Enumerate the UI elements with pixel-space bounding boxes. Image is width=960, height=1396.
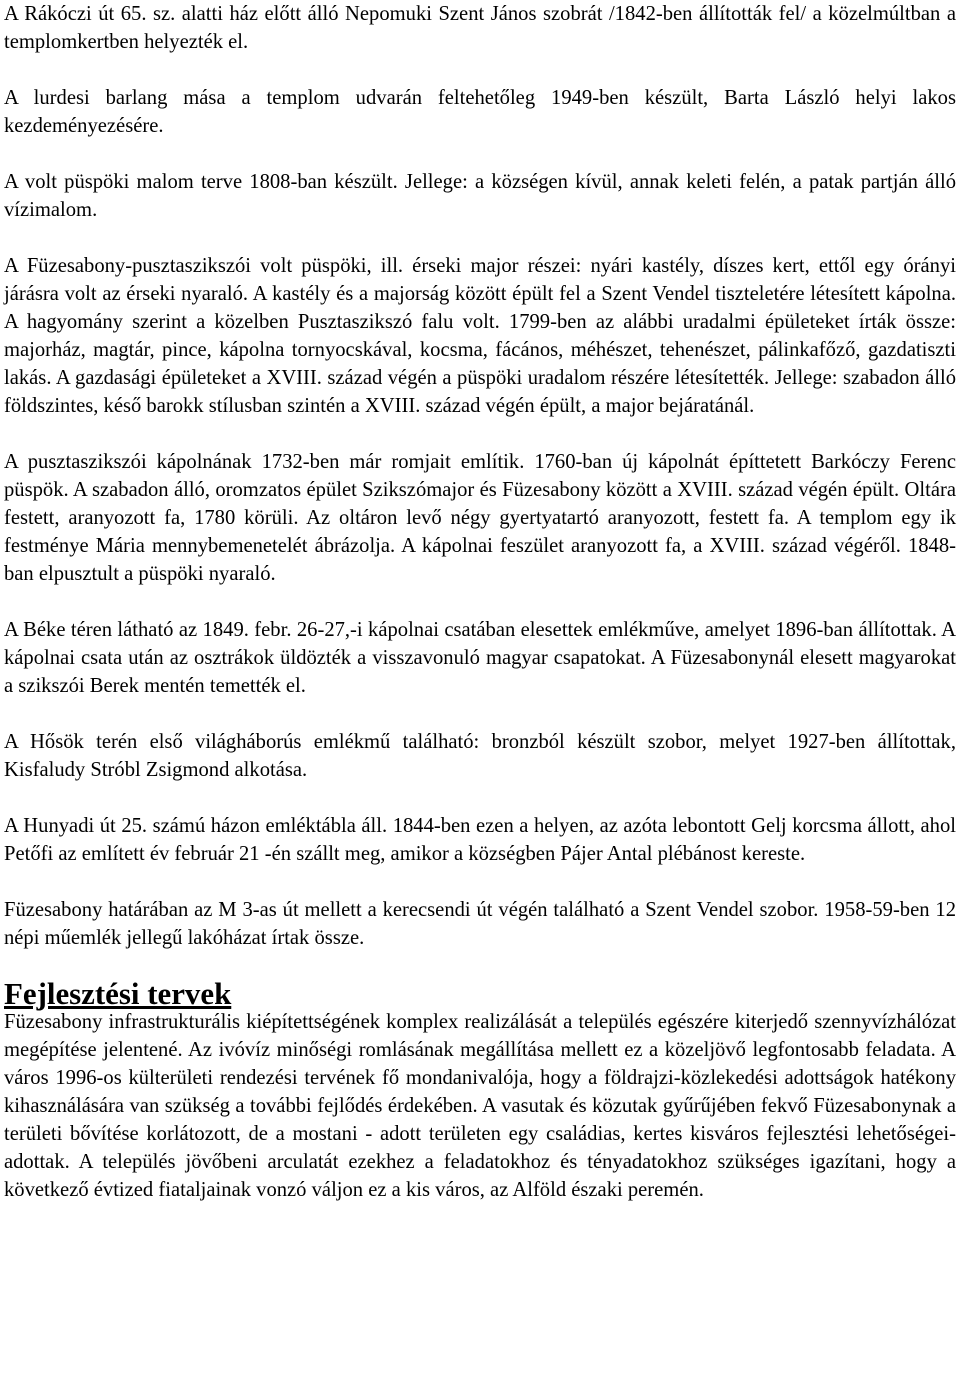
paragraph-nepomuki-statue: A Rákóczi út 65. sz. alatti ház előtt álló Nepomuki Szent János szobrát /1842-ben állították fel/ a közelmúltban a templomkertben helyezték el. — [4, 3, 956, 53]
paragraph-bishop-mill: A volt püspöki malom terve 1808-ban készült. Jellege: a községen kívül, annak keleti felén, a patak partján álló vízimalom. — [4, 171, 956, 221]
paragraph-chapel: A pusztaszikszói kápolnának 1732-ben már romjait említik. 1760-ban új kápolnát építtetett Barkóczy Ferenc püspök. A szabadon álló, oromzatos épület Szikszómajor és Füzesabony között a XVIII. század végén épült. Oltára festett, aranyozott fa, 1780 körüli. Az oltáron levő négy gyertyatartó aranyozott, festett fa. A templom egy ik festménye Mária mennybemenetelét ábrázolja. A kápolnai feszület aranyozott fa, a XVIII. század végéről. 1848-ban elpusztult a püspöki nyaraló. — [4, 451, 956, 585]
paragraph-hunyadi-plaque: A Hunyadi út 25. számú házon emléktábla áll. 1844-ben ezen a helyen, az azóta lebontott Gelj korcsma állott, ahol Petőfi az említett év február 21 -én szállt meg, amikor a községben Pájer Antal plébánost kereste. — [4, 815, 956, 865]
paragraph-beke-ter-memorial: A Béke téren látható az 1849. febr. 26-27,-i kápolnai csatában elesettek emlékműve, amelyet 1896-ban állítottak. A kápolnai csata után az osztrákok üldözték a visszavonuló magyar csapatokat. A Füzesabonynál elesett magyarokat a szikszói Berek mentén temették el. — [4, 619, 956, 697]
paragraph-lourdes-grotto: A lurdesi barlang mása a templom udvarán feltehetőleg 1949-ben készült, Barta László helyi lakos kezdeményezésére. — [4, 87, 956, 137]
document-page — [4, 0, 956, 1204]
paragraph-pusztasziksz-manor: A Füzesabony-pusztaszikszói volt püspöki, ill. érseki major részei: nyári kastély, díszes kert, ettől egy órányi járásra volt az érseki nyaraló. A kastély és a majorság között épült fel a Szent Vendel tiszteletére létesített kápolna. A hagyomány szerint a közelben Pusztaszikszó falu volt. 1799-ben az alábbi uradalmi épületeket írták össze: majorház, magtár, pince, kápolna tornyocskával, kocsma, fácános, méhészet, tehenészet, pálinkafőző, gazdatiszti lakás. A gazdasági épületeket a XVIII. század végén a püspöki uradalom részére létesítették. Jellege: szabadon álló földszintes, késő barokk stílusban szintén a XVIII. század végén épült, a major bejáratánál. — [4, 255, 956, 417]
paragraph-development-plans: Füzesabony infrastrukturális kiépítettségének komplex realizálását a település egészére kiterjedő szennyvízhálózat megépítése jelentené. Az ivóvíz minőségi romlásának megállítása mellett ez a közeljövő legfontosabb feladata. A város 1996-os külterületi rendezési tervének fő mondanivalója, hogy a földrajzi-közlekedési adottságok hatékony kihasználására van szükség a további fejlődés érdekében. A vasutak és közutak gyűrűjében fekvő Füzesabonynak a területi bővítése korlátozott, de a mostani - adott területen egy családias, kertes kisváros fejlesztési lehetőségei- adottak. A település jövőbeni arculatát ezekhez a feladatokhoz és tényadatokhoz szükséges igazítani, hogy a következő évtized fiataljainak vonzó váljon ez a kis város, az Alföld északi peremén. — [4, 1011, 956, 1201]
paragraph-szent-vendel-statue: Füzesabony határában az M 3-as út mellett a kerecsendi út végén található a Szent Vendel szobor. 1958-59-ben 12 népi műemlék jellegű lakóházat írtak össze. — [4, 899, 956, 949]
section-heading: Fejlesztési tervek — [4, 976, 232, 1011]
paragraph-hosok-tere-memorial: A Hősök terén első világháborús emlékmű található: bronzból készült szobor, melyet 1927-ben állítottak, Kisfaludy Stróbl Zsigmond alkotása. — [4, 731, 956, 781]
